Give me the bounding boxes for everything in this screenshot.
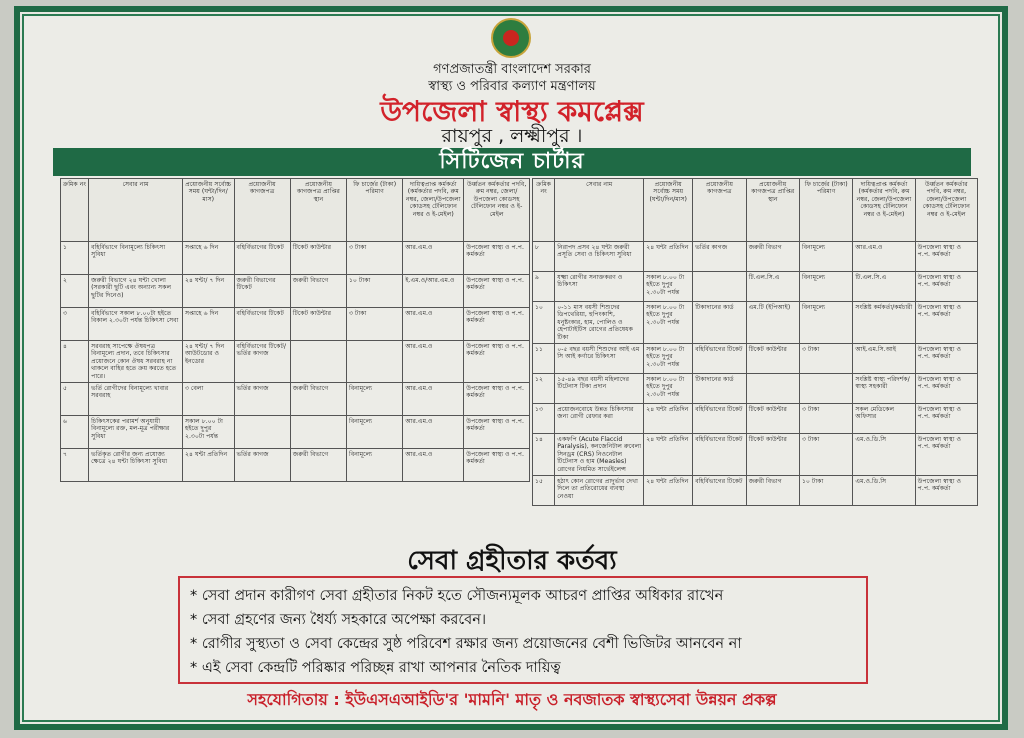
table-cell: ২৪ ঘন্টা প্রতিদিন	[182, 449, 234, 482]
table-row	[533, 374, 978, 404]
duty-item: * রোগীর সুস্থ্যতা ও সেবা কেন্দ্রের সুষ্ঠ পরিবেশ রক্ষার জন্য প্রয়োজনের বেশী ভিজিটর আনবেন না	[190, 636, 742, 652]
table-row	[533, 434, 978, 476]
duty-item: * এই সেবা কেন্দ্রটি পরিষ্কার পরিচ্ছন্ন রাখা আপনার নৈতিক দায়িত্ব	[190, 660, 561, 676]
table-cell: ৫	[61, 383, 89, 416]
table-cell: উপজেলা স্বাস্থ্য ও প.প. কর্মকর্তা	[915, 344, 977, 374]
table-row	[533, 404, 978, 434]
table-row	[61, 416, 530, 449]
table-cell: বিনামূল্যে	[799, 242, 852, 272]
table-cell: ০-১১ মাস বয়সী শিশুদের ডিপথেরিয়া, হুপিংকাশি, ধনুষ্টংকার, হাম, পোলিও ও হেপাটাইটিস রোগের প্রতিষেধক টিকা	[555, 302, 644, 344]
table-cell: সকাল ৮.০০ টা হইতে দুপুর ২.৩০টা পর্যন্ত	[644, 302, 693, 344]
table-cell: ৩ টাকা	[799, 404, 852, 434]
table-cell: ভর্তিকৃত রোগীর জন্য প্রযোজ্য ক্ষেত্রে ২৪ ঘন্টা চিকিৎসা সুবিধা	[89, 449, 183, 482]
column-header: উর্ধ্বতন কর্মকর্তার পদবি, রুম নম্বর, জেলা/উপজেলা কোডসহ টেলিফোন নম্বর ও ই-মেইল	[464, 179, 530, 242]
table-cell: সপ্তাহে ৬ দিন	[182, 308, 234, 341]
table-cell: আর.এম.ও	[403, 308, 464, 341]
table-cell: জরুরী বিভাগ	[746, 242, 799, 272]
table-cell: সকাল ৮.০০ টা হইতে দুপুর ২.৩০টা পর্যন্ত	[644, 374, 693, 404]
column-header: দায়িত্বপ্রাপ্ত কর্মকর্তা (কর্মকর্তার পদবি, রুম নম্বর, জেলা/উপজেলা কোডসহ টেলিফোন নম্বর ও ই-মেইল)	[853, 179, 915, 242]
table-cell: ৩ টাকা	[347, 242, 403, 275]
location-label: রায়পুর , লক্ষ্মীপুর ।	[441, 125, 583, 147]
charter-title-bar: সিটিজেন চার্টার	[53, 148, 971, 176]
table-cell: টিকেট কাউন্টার	[746, 434, 799, 476]
table-cell: বহির্বিভাগের টিকেট	[234, 308, 290, 341]
duty-item: * সেবা গ্রহণের জন্য ধৈর্য্য সহকারে অপেক্ষা করবেন।	[190, 612, 487, 628]
table-cell: উপজেলা স্বাস্থ্য ও প.প. কর্মকর্তা	[915, 242, 977, 272]
table-cell: উপজেলা স্বাস্থ্য ও প.প. কর্মকর্তা	[464, 308, 530, 341]
table-cell: আর.এম.ও	[403, 341, 464, 383]
duties-title: সেবা গ্রহীতার কর্তব্য	[407, 546, 617, 576]
sponsor-credit: সহযোগিতায় : ইউএসএআইডি'র 'মামনি' মাতৃ ও নবজাতক স্বাস্থ্যসেবা উন্নয়ন প্রকল্প	[247, 690, 777, 709]
table-cell: প্রয়োজনবোধে উন্নত চিকিৎসার জন্য রোগী রেফার করা	[555, 404, 644, 434]
table-cell: ১৩	[533, 404, 555, 434]
table-header-row	[533, 179, 978, 242]
table-cell	[799, 374, 852, 404]
table-cell	[234, 416, 290, 449]
table-cell: উপজেলা স্বাস্থ্য ও প.প. কর্মকর্তা	[915, 374, 977, 404]
table-cell: ১৫	[533, 476, 555, 506]
table-cell: সকল মেডিকেল অফিসার	[853, 404, 915, 434]
table-cell: ৩ টাকা	[799, 434, 852, 476]
government-name: গণপ্রজাতন্ত্রী বাংলাদেশ সরকার	[433, 62, 591, 77]
table-row	[61, 383, 530, 416]
table-cell: বিনামূল্যে	[347, 449, 403, 482]
table-cell: উপজেলা স্বাস্থ্য ও প.প. কর্মকর্তা	[915, 476, 977, 506]
table-cell: উপজেলা স্বাস্থ্য ও প.প. কর্মকর্তা	[464, 275, 530, 308]
table-cell: ৩ টাকা	[347, 308, 403, 341]
column-header: সেবার নাম	[555, 179, 644, 242]
table-cell: টিকেট কাউন্টার	[746, 404, 799, 434]
table-cell: ভর্তির কাগজ	[693, 242, 746, 272]
table-cell: ০-৫ বছর বয়সী শিশুদের আই এম সি আই কর্ণারে চিকিৎসা	[555, 344, 644, 374]
table-cell: যক্ষ্মা রোগীর সনাক্তকরণ ও চিকিৎসা	[555, 272, 644, 302]
table-cell: উপজেলা স্বাস্থ্য ও প.প. কর্মকর্তা	[915, 272, 977, 302]
table-row	[533, 272, 978, 302]
table-cell: টিকাদানের কার্ড	[693, 374, 746, 404]
table-cell: সপ্তাহে ৬ দিন	[182, 242, 234, 275]
table-cell: ৮	[533, 242, 555, 272]
table-cell: সকাল ৮.০০ টা হইতে দুপুর ২.৩০টা পর্যন্ত	[182, 416, 234, 449]
column-header: ফি চার্জের (টাকা) পরিমাণ	[347, 179, 403, 242]
table-cell: ১২	[533, 374, 555, 404]
column-header: ক্রমিক নং	[61, 179, 89, 242]
column-header: প্রয়োজনীয় কাগজপত্র প্রাপ্তির স্থান	[746, 179, 799, 242]
table-cell: আর.এম.ও	[853, 242, 915, 272]
table-cell: টিকেট কাউন্টার	[746, 344, 799, 374]
table-cell: জরুরী বিভাগের টিকেট	[234, 275, 290, 308]
table-cell: উপজেলা স্বাস্থ্য ও প.প. কর্মকর্তা	[464, 341, 530, 383]
table-cell: ১৫-৪৯ বছর বয়সী মহিলাদের টিটেনাস টিকা প্রদান	[555, 374, 644, 404]
table-cell: টিকাদানের কার্ড	[693, 302, 746, 344]
table-cell: জরুরী বিভাগ	[746, 476, 799, 506]
table-cell: টি.এল.সি.এ	[853, 272, 915, 302]
table-cell: ভর্তি রোগীদের বিনামূল্যে খাবার সরবরাহ	[89, 383, 183, 416]
table-cell: ২	[61, 275, 89, 308]
table-cell: টিকেট কাউন্টার	[290, 242, 346, 275]
table-cell	[693, 272, 746, 302]
table-cell: এম.টি (ইপিআই)	[746, 302, 799, 344]
table-cell: ২৪ ঘন্টা/ ৭ দিন আউটডোর ও ইনডোর	[182, 341, 234, 383]
table-row	[61, 275, 530, 308]
table-cell: ১৪	[533, 434, 555, 476]
table-cell: ভর্তির কাগজ	[234, 383, 290, 416]
table-cell: আই.এম.সি.আই	[853, 344, 915, 374]
table-cell: ৩ বেলা	[182, 383, 234, 416]
table-row	[61, 341, 530, 383]
table-cell: বহির্বিভাগে বিনামূল্যে চিকিৎসা সুবিধা	[89, 242, 183, 275]
table-row	[61, 308, 530, 341]
table-cell: ভর্তির কাগজ	[234, 449, 290, 482]
table-cell	[290, 416, 346, 449]
table-cell: আর.এম.ও	[403, 242, 464, 275]
ministry-name: স্বাস্থ্য ও পরিবার কল্যাণ মন্ত্রণালয়	[428, 79, 596, 94]
table-cell	[290, 341, 346, 383]
table-cell: আর.এম.ও	[403, 416, 464, 449]
table-cell: বহির্বিভাগের টিকেট	[693, 404, 746, 434]
table-cell: বহির্বিভাগের টিকেট	[234, 242, 290, 275]
table-cell: উপজেলা স্বাস্থ্য ও প.প. কর্মকর্তা	[464, 449, 530, 482]
table-row	[533, 476, 978, 506]
column-header: উর্ধ্বতন কর্মকর্তার পদবি, রুম নম্বর, জেলা/উপজেলা কোডসহ টেলিফোন নম্বর ও ই-মেইল	[915, 179, 977, 242]
column-header: সেবার নাম	[89, 179, 183, 242]
table-cell: ৩	[61, 308, 89, 341]
table-cell: ১০ টাকা	[347, 275, 403, 308]
table-cell: চিকিৎসকের পরামর্শ অনুযায়ী বিনামূল্যে রক্ত, মল-মূত্র পরীক্ষার সুবিধা	[89, 416, 183, 449]
table-row	[533, 242, 978, 272]
table-row	[533, 344, 978, 374]
table-header-row	[61, 179, 530, 242]
table-cell: বহির্বিভাগের টিকেট/ ভর্তির কাগজ	[234, 341, 290, 383]
table-cell: উপজেলা স্বাস্থ্য ও প.প. কর্মকর্তা	[915, 404, 977, 434]
table-row	[61, 242, 530, 275]
table-cell: ১০ টাকা	[799, 476, 852, 506]
table-cell: ১	[61, 242, 89, 275]
table-cell: বহির্বিভাগের টিকেট	[693, 476, 746, 506]
table-cell: আর.এম.ও	[403, 449, 464, 482]
table-cell: আর.এম.ও	[403, 383, 464, 416]
table-cell: ১১	[533, 344, 555, 374]
column-header: ক্রমিক নং	[533, 179, 555, 242]
table-cell: সংশ্লিষ্ট স্বাস্থ্য পরিদর্শক/স্বাস্থ্য সহকারী	[853, 374, 915, 404]
table-cell: উপজেলা স্বাস্থ্য ও প.প. কর্মকর্তা	[464, 416, 530, 449]
column-header: প্রয়োজনীয় কাগজপত্র	[693, 179, 746, 242]
table-cell: বিনামূল্যে	[347, 383, 403, 416]
table-cell: ৬	[61, 416, 89, 449]
table-cell: বহির্বিভাগে সকাল ৮.০০টা হইতে বিকাল ২.৩০টা পর্যন্ত চিকিৎসা সেবা	[89, 308, 183, 341]
table-cell	[746, 374, 799, 404]
page-title: উপজেলা স্বাস্থ্য কমপ্লেক্স	[380, 95, 644, 128]
table-cell: ২৪ ঘন্টা প্রতিদিন	[644, 242, 693, 272]
table-cell: ৯	[533, 272, 555, 302]
table-cell: ই.এম.ও/আর.এম.ও	[403, 275, 464, 308]
table-cell: নিরাপদ প্রসব ২৪ ঘন্টা জরুরী প্রসূতি সেবা ও চিকিৎসা সুবিধা	[555, 242, 644, 272]
table-row	[61, 449, 530, 482]
table-cell: সংশ্লিষ্ট কর্মকর্তা/কর্মচারী	[853, 302, 915, 344]
table-cell: এম.ও.ডি.সি	[853, 434, 915, 476]
table-cell: ২৪ ঘন্টা প্রতিদিন	[644, 434, 693, 476]
column-header: প্রয়োজনীয় সর্বোচ্চ সময় (ঘন্টা/দিন/মাস)	[644, 179, 693, 242]
table-cell: সকাল ৮.০০ টা হইতে দুপুর ২.৩০টা পর্যন্ত	[644, 344, 693, 374]
column-header: প্রয়োজনীয় কাগজপত্র প্রাপ্তির স্থান	[290, 179, 346, 242]
table-cell: বহির্বিভাগের টিকেট	[693, 344, 746, 374]
table-cell: ৩ টাকা	[799, 344, 852, 374]
table-cell: ৪	[61, 341, 89, 383]
table-cell: জরুরী বিভাগে	[290, 275, 346, 308]
table-cell: উপজেলা স্বাস্থ্য ও প.প. কর্মকর্তা	[464, 383, 530, 416]
duties-box	[178, 576, 868, 684]
column-header: দায়িত্বপ্রাপ্ত কর্মকর্তা (কর্মকর্তার পদবি, রুম নম্বর, জেলা/উপজেলা কোডসহ টেলিফোন নম্বর ও ই-মেইল)	[403, 179, 464, 242]
table-cell: ২৪ ঘন্টা প্রতিদিন	[644, 476, 693, 506]
table-cell: ৭	[61, 449, 89, 482]
table-cell: ২৪ ঘন্টা প্রতিদিন	[644, 404, 693, 434]
table-cell	[347, 341, 403, 383]
table-cell: বিনামূল্যে	[347, 416, 403, 449]
column-header: ফি চার্জের (টাকা) পরিমাণ	[799, 179, 852, 242]
table-cell: টি.এল.সি.এ	[746, 272, 799, 302]
table-cell: উপজেলা স্বাস্থ্য ও প.প. কর্মকর্তা	[915, 434, 977, 476]
service-table-right	[532, 178, 978, 506]
service-table-left	[60, 178, 530, 482]
table-cell: বিনামূল্যে	[799, 302, 852, 344]
column-header: প্রয়োজনীয় কাগজপত্র	[234, 179, 290, 242]
table-cell: একফপি (Acute Flaccid Paralysis), কনজেনিটাল রুবেলা সিনড্রম (CRS) নিওনেটাল টিটেনাস ও হাম (Measles) রোগের নিয়মিত সার্ভেইলেন্স	[555, 434, 644, 476]
table-cell: এম.ও.ডি.সি	[853, 476, 915, 506]
table-cell: উপজেলা স্বাস্থ্য ও প.প. কর্মকর্তা	[915, 302, 977, 344]
table-cell: ১০	[533, 302, 555, 344]
table-cell: বহির্বিভাগের টিকেট	[693, 434, 746, 476]
column-header: প্রয়োজনীয় সর্বোচ্চ সময় (ঘন্টা/দিন/মাস)	[182, 179, 234, 242]
table-cell: হঠাৎ কোন রোগের প্রাদুর্ভাব দেখা দিলে তা প্রতিরোধের ব্যবস্থা নেওয়া	[555, 476, 644, 506]
table-cell: সকাল ৮.০০ টা হইতে দুপুর ২.৩০টা পর্যন্ত	[644, 272, 693, 302]
table-row	[533, 302, 978, 344]
table-cell: ২৪ ঘন্টা/ ৭ দিন	[182, 275, 234, 308]
government-seal-icon	[491, 18, 531, 58]
duty-item: * সেবা প্রদান কারীগণ সেবা গ্রহীতার নিকট হতে সৌজন্যমূলক আচরণ প্রাপ্তির অধিকার রাখেন	[190, 588, 724, 604]
table-cell: জরুরী বিভাগে ২৪ ঘন্টা খোলা (সরকারী ছুটি এবং অন্যান্য সকল ছুটির দিনেও)	[89, 275, 183, 308]
table-cell: উপজেলা স্বাস্থ্য ও প.প. কর্মকর্তা	[464, 242, 530, 275]
table-cell: জরুরী বিভাগে	[290, 449, 346, 482]
table-cell: জরুরী বিভাগে	[290, 383, 346, 416]
table-cell: সরবরাহ সাপেক্ষে ঔষধপত্র বিনামূল্যে প্রদান, তবে চিকিৎসার প্রয়োজনে কোন ঔষধ সরবরাহ না থাকলে বাহির হতে ক্রয় করতে হতে পারে।	[89, 341, 183, 383]
table-cell: বিনামূল্যে	[799, 272, 852, 302]
table-cell: টিকেট কাউন্টার	[290, 308, 346, 341]
